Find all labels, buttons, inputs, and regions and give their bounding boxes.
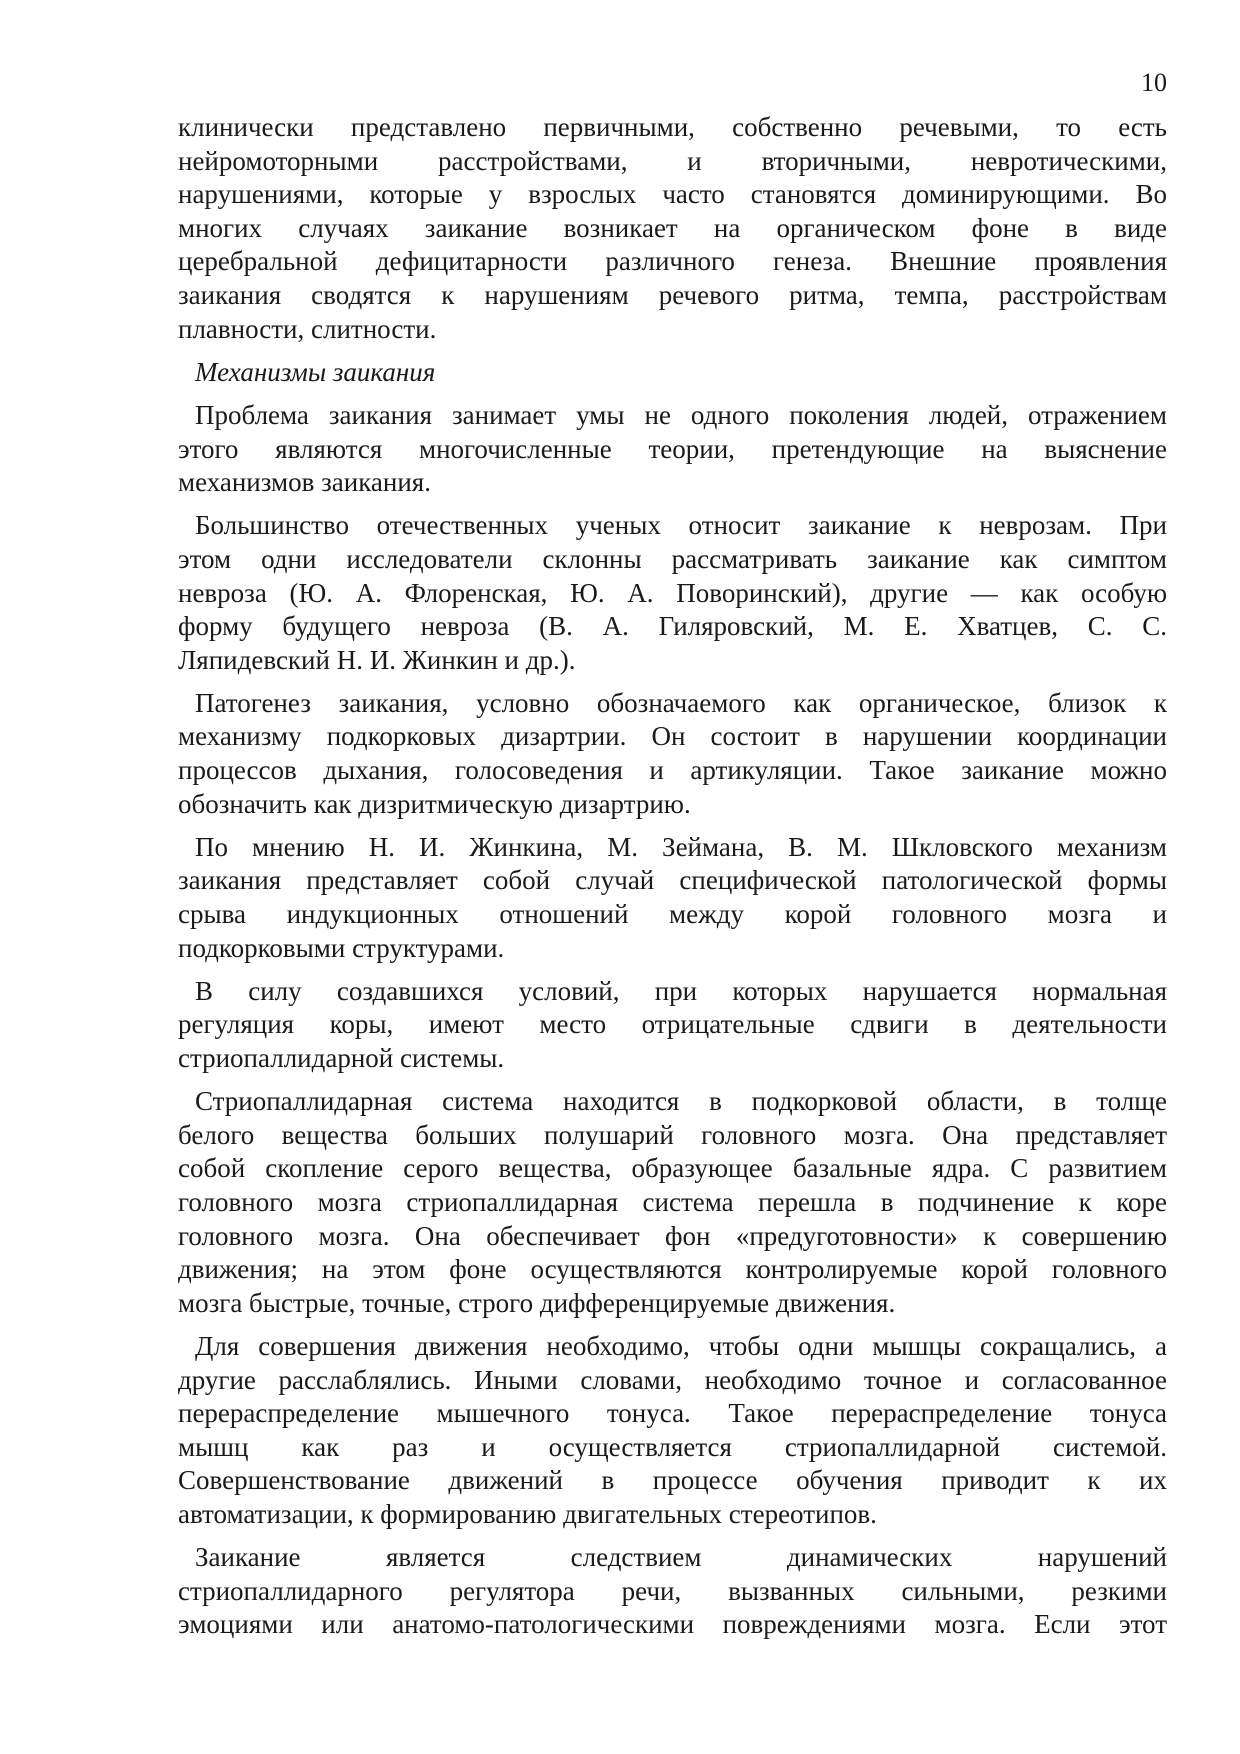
text-line: стриопаллидарного регулятора речи, вызванных сильными, резкими (178, 1575, 1167, 1606)
text-line: Ляпидевский Н. И. Жинкин и др.). (178, 644, 576, 675)
text-line: механизмов заикания. (178, 467, 431, 498)
text-line: многих случаях заикание возникает на органическом фоне в виде (178, 212, 1167, 243)
document-body (178, 111, 1167, 1651)
text-line: мозга быстрые, точные, строго дифференцируемые движения. (178, 1287, 896, 1318)
text-line: собой скопление серого вещества, образующее базальные ядра. С развитием (178, 1153, 1167, 1184)
text-line: стриопаллидарной системы. (178, 1043, 505, 1073)
text-line: автоматизации, к формированию двигательных стереотипов. (178, 1498, 877, 1529)
text-line: церебральной дефицитарности различного генеза. Внешние проявления (178, 246, 1167, 277)
text-line: плавности, слитности. (178, 313, 437, 344)
paragraph (178, 975, 1167, 1076)
text-line: Совершенствование движений в процессе обучения приводит к их (178, 1465, 1167, 1496)
text-line: головного мозга. Она обеспечивает фон «предуготовности» к совершению (178, 1220, 1167, 1251)
text-line: клинически представлено первичными, собственно речевыми, то есть (178, 112, 1167, 142)
text-line: Проблема заикания занимает умы не одного поколения людей, отражением (195, 399, 1167, 430)
paragraph (178, 831, 1167, 965)
text-line: этом одни исследователи склонны рассматривать заикание как симптом (178, 543, 1167, 574)
text-line: подкорковыми структурами. (178, 932, 505, 963)
text-line: Заикание является следствием динамических нарушений (195, 1542, 1167, 1573)
text-line: перераспределение мышечного тонуса. Такое перераспределение тонуса (178, 1398, 1167, 1429)
paragraph (178, 687, 1167, 821)
text-line: заикания сводятся к нарушениям речевого ритма, темпа, расстройствам (178, 279, 1167, 310)
text-line: механизму подкорковых дизартрии. Он состоит в нарушении координации (178, 721, 1167, 752)
paragraph (178, 1330, 1167, 1532)
paragraph (178, 1541, 1167, 1642)
text-line: По мнению Н. И. Жинкина, М. Зеймана, В. М. Шкловского механизм (195, 831, 1167, 862)
text-line: процессов дыхания, голосоведения и артикуляции. Такое заикание можно (178, 755, 1167, 786)
text-line: головного мозга стриопаллидарная система перешла в подчинение к коре (178, 1186, 1167, 1217)
text-line: Патогенез заикания, условно обозначаемого как органическое, близок к (195, 687, 1167, 718)
text-line: срыва индукционных отношений между корой головного мозга и (178, 899, 1167, 930)
paragraph (178, 1085, 1167, 1320)
text-line: В силу создавшихся условий, при которых нарушается нормальная (195, 975, 1167, 1006)
text-line: нейромоторными расстройствами, и вторичными, невротическими, (178, 145, 1167, 176)
text-line: невроза (Ю. А. Флоренская, Ю. А. Поворинский), другие — как особую (178, 577, 1167, 608)
paragraph (178, 509, 1167, 677)
text-line: мышц как раз и осуществляется стриопаллидарной системой. (178, 1431, 1167, 1462)
paragraph (178, 111, 1167, 346)
page-number: 10 (1141, 68, 1167, 97)
text-line: заикания представляет собой случай специфической патологической формы (178, 865, 1167, 896)
paragraph (178, 399, 1167, 500)
section-heading: Механизмы заикания (195, 356, 436, 387)
text-line: движения; на этом фоне осуществляются контролируемые корой головного (178, 1254, 1167, 1285)
text-line: Большинство отечественных ученых относит заикание к неврозам. При (195, 510, 1167, 541)
text-line: этого являются многочисленные теории, претендующие на выяснение (178, 433, 1167, 464)
text-line: форму будущего невроза (В. А. Гиляровский, М. Е. Хватцев, С. С. (178, 611, 1167, 642)
text-line: Стриопаллидарная система находится в подкорковой области, в толще (195, 1086, 1167, 1117)
text-line: другие расслаблялись. Иными словами, необходимо точное и согласованное (178, 1364, 1167, 1395)
text-line: обозначить как дизритмическую дизартрию. (178, 788, 691, 819)
text-line: нарушениями, которые у взрослых часто становятся доминирующими. Во (178, 179, 1167, 210)
text-line: эмоциями или анатомо-патологическими повреждениями мозга. Если этот (178, 1609, 1167, 1640)
text-line: Для совершения движения необходимо, чтобы одни мышцы сокращались, а (195, 1330, 1167, 1361)
text-line: регуляция коры, имеют место отрицательные сдвиги в деятельности (178, 1009, 1167, 1040)
text-line: белого вещества больших полушарий головного мозга. Она представляет (178, 1119, 1167, 1150)
